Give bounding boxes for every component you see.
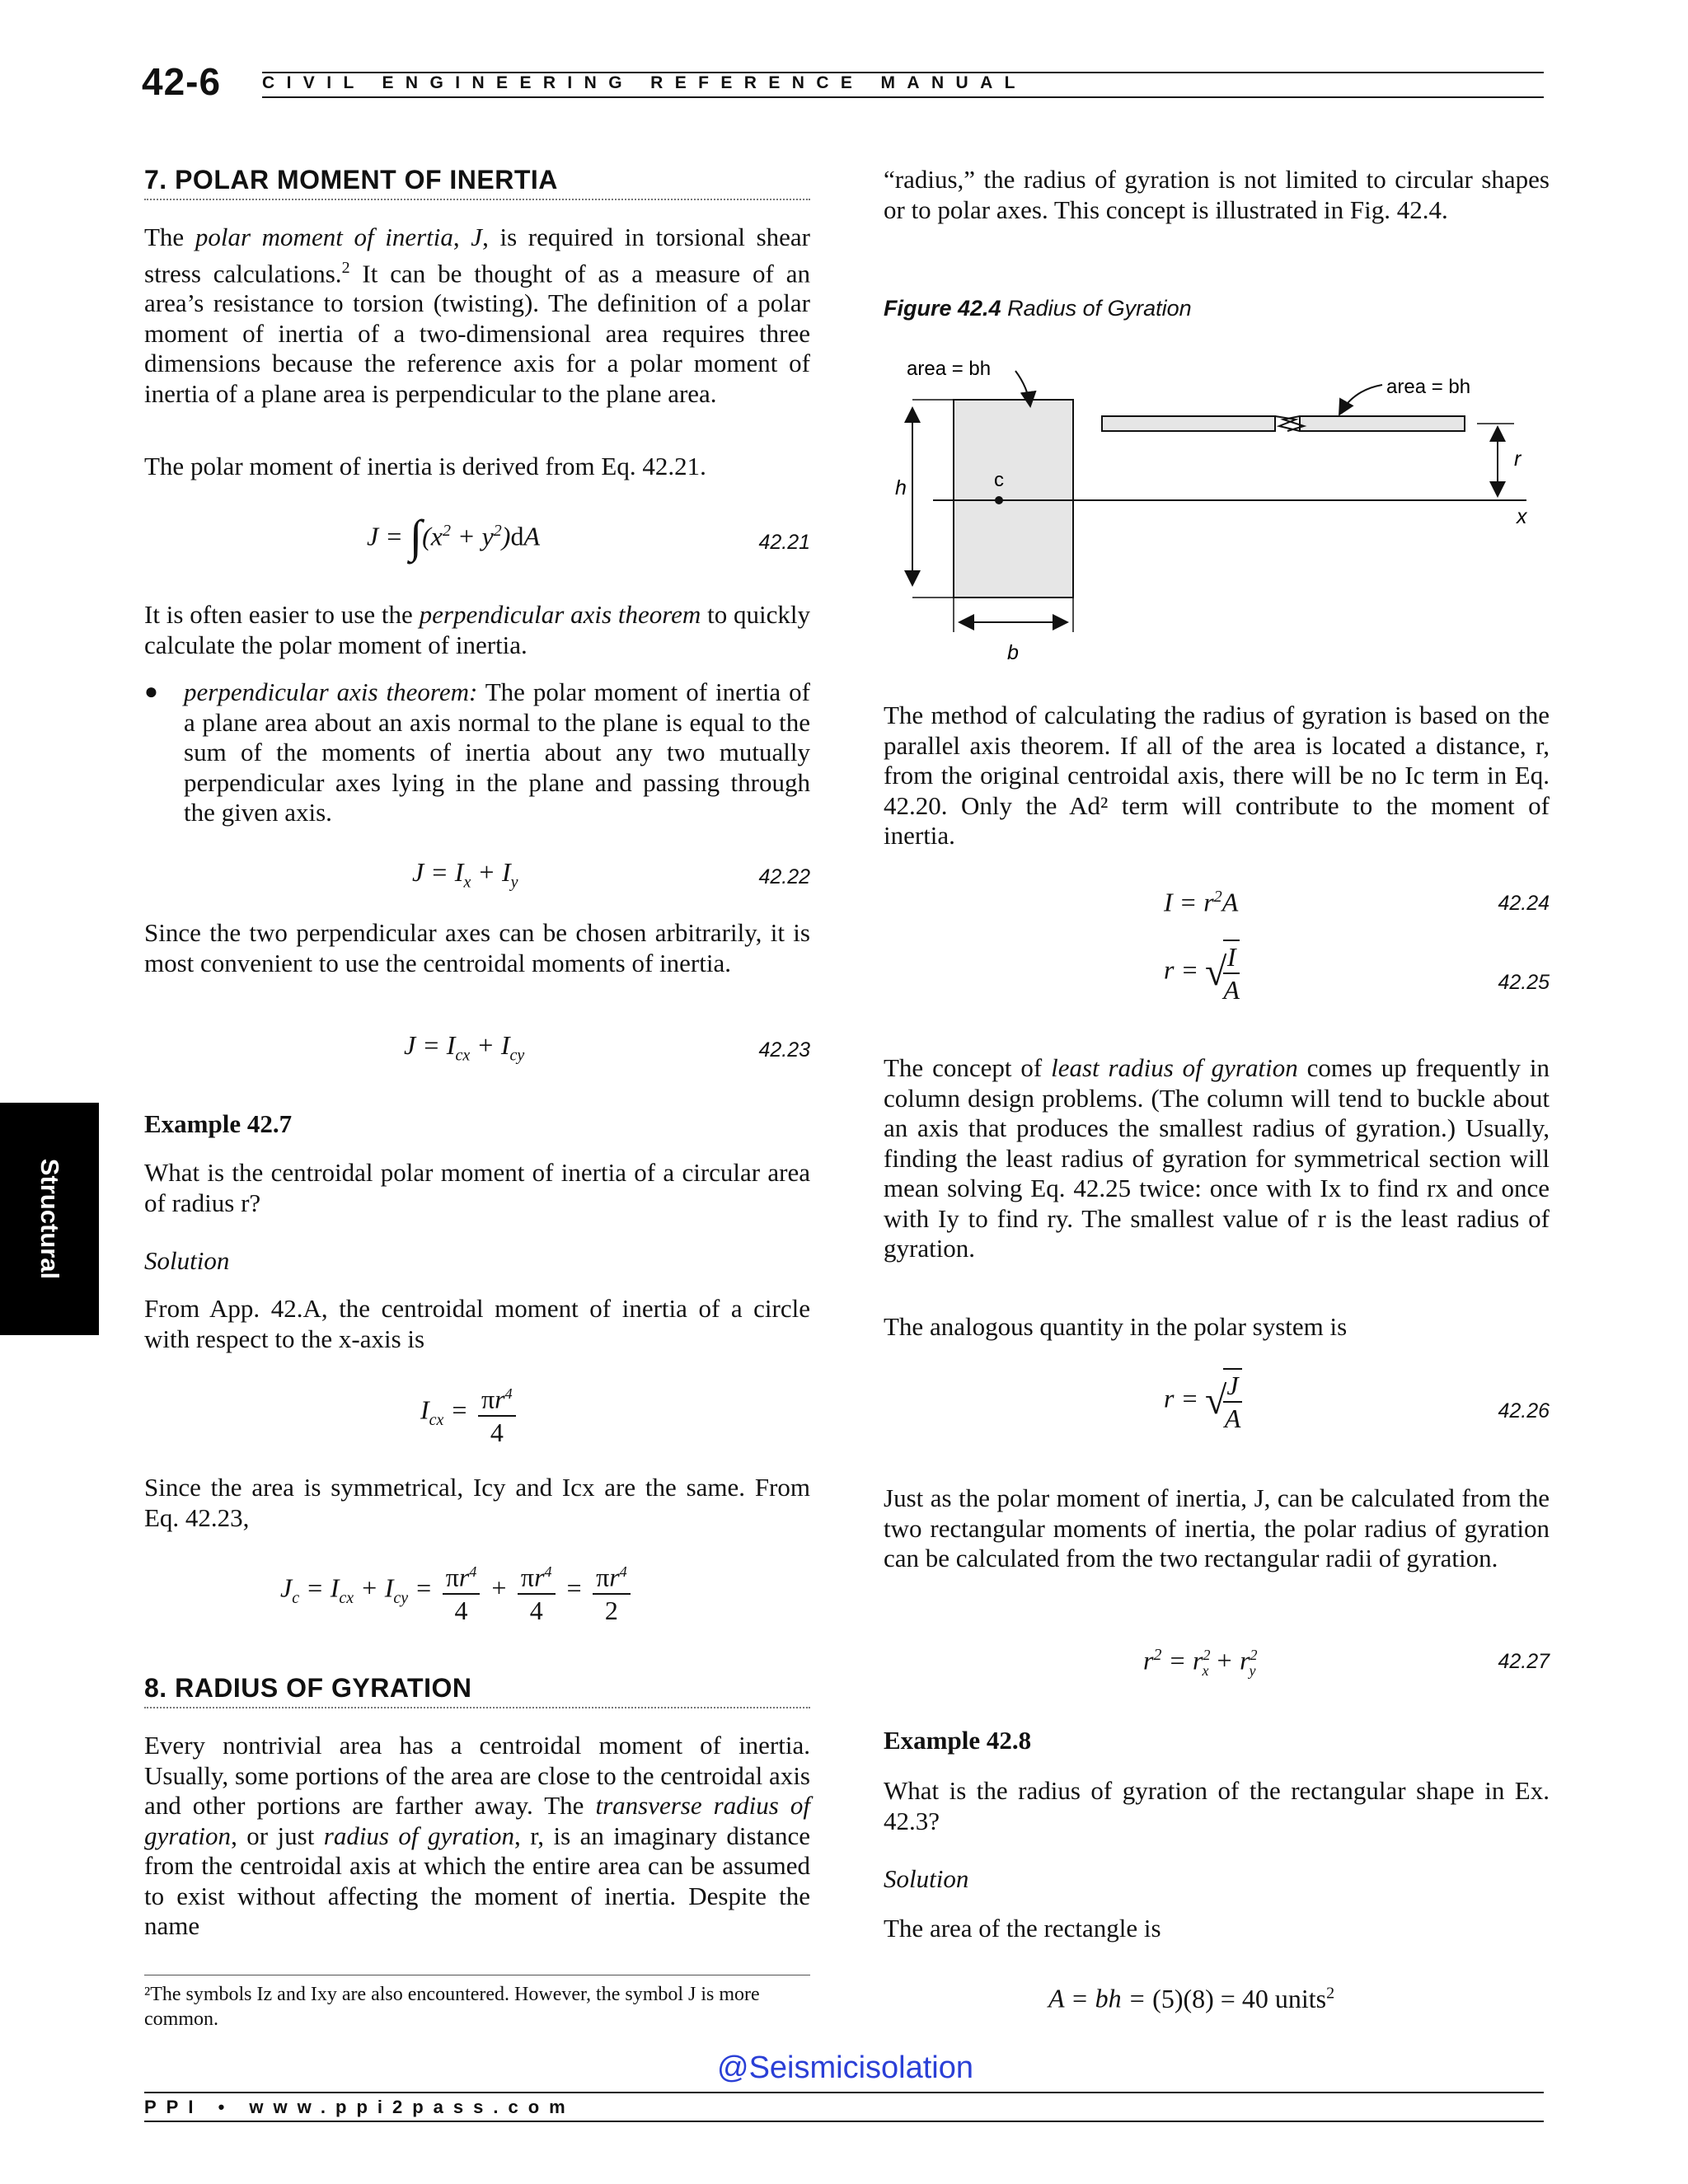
bullet-icon: ● (144, 679, 158, 705)
term: least radius of gyration (1051, 1053, 1298, 1082)
heading: Example 42.7 (144, 1109, 293, 1138)
left-column (144, 165, 810, 200)
equation-number: 42.24 (1498, 892, 1550, 915)
x-label: x (1517, 505, 1527, 528)
gyration-p4 (884, 1312, 1550, 1343)
text: It can be thought of as a measure of an area’s resistance to torsion (twisting). The definition of a polar moment of inertia of a two-dimensional area requires three dimensions because the reference axis for a polar moment of inertia of a plane area is perpendicular to the plane area. (144, 258, 810, 408)
text: , or just (231, 1821, 324, 1850)
paragraph: Since the area is symmetrical, Icy and Icx are the same. From Eq. 42.23, (144, 1473, 810, 1532)
solution-text-2 (144, 1473, 810, 1533)
side-tab (0, 1103, 99, 1335)
text: Every nontrivial area has a centroidal moment of inertia. Usually, some portions of the area are close to the centroidal axis and other portions are farther away. The (144, 1731, 810, 1820)
example-8-heading (884, 1726, 1550, 1756)
area-label-left: area = bh (907, 358, 992, 380)
footer-rule-bottom (144, 2121, 1544, 2122)
text: , (452, 223, 471, 251)
equation-42-26 (884, 1368, 1550, 1451)
text: comes up frequently in column design problems. (The column will tend to buckle about an axis that produces the smallest radius of gyration.) Usually, finding the least radius of gyration for symmetrical section will mean solving Eq. 42.25 twice: once with Ix to find rx and once with Iy to find ry. The smallest value of r is the least radius of gyration. (884, 1053, 1550, 1263)
b-label: b (1007, 641, 1019, 664)
polar-p2 (144, 452, 810, 482)
r-label: r (1514, 448, 1522, 471)
text: to quickly calculate the polar moment of inertia. (144, 600, 810, 659)
watermark: @Seismicisolation (717, 2050, 974, 2085)
equation-body: $I = r^2A$ (1164, 887, 1239, 917)
footnote-ref: 2 (341, 258, 350, 277)
paragraph: What is the radius of gyration of the rectangular shape in Ex. 42.3? (884, 1776, 1550, 1835)
equation-body: $r^2 = r^2_x + r^2_y$ (1143, 1645, 1258, 1680)
label: Solution (144, 1246, 230, 1275)
text: The (144, 223, 195, 251)
equation-body: r = √ $\frac{J}{A}$ (1164, 1368, 1245, 1434)
radius-of-gyration-figure (884, 334, 1550, 680)
paragraph: The area of the rectangle is (884, 1914, 1161, 1943)
page-number: 42-6 (142, 60, 222, 103)
equation-body: $I_{cx}$ = $\frac{\pi r^4}{4}$ (420, 1378, 519, 1448)
equation-icx (144, 1378, 810, 1452)
figure-title: Radius of Gyration (1007, 296, 1192, 321)
equation-42-24 (884, 882, 1550, 923)
header-rule-bottom (262, 96, 1544, 98)
equation-body: $J = I_{cx} + I_{cy}$ (404, 1030, 525, 1065)
gyration-p1-cont (884, 165, 1550, 225)
text: It is often easier to use the (144, 600, 420, 629)
example-8-question (884, 1776, 1550, 1836)
strip-left (1102, 416, 1275, 431)
equation-body: r = √ $\frac{I}{A}$ (1164, 940, 1243, 1005)
equation-number: 42.23 (758, 1038, 810, 1062)
gyration-p2 (884, 701, 1550, 851)
equation-42-21 (144, 511, 810, 577)
equation-body: A = bh = (5)(8) = 40 units$^2$ (1048, 1983, 1335, 2013)
symbol: J (471, 223, 483, 251)
side-tab-label: Structural (35, 1158, 64, 1280)
gyration-p3 (884, 1053, 1550, 1264)
section-8 (144, 1673, 810, 1708)
area-label-right: area = bh (1386, 376, 1471, 398)
paragraph: From App. 42.A, the centroidal moment of inertia of a circle with respect to the x-axis is (144, 1294, 810, 1353)
term: transverse radius of gyration (144, 1791, 810, 1850)
paragraph: Just as the polar moment of inertia, J, can be calculated from the two rectangular moments of inertia, the polar radius of gyration can be calculated from the two rectangular radii of gyration. (884, 1483, 1550, 1572)
paragraph: “radius,” the radius of gyration is not limited to circular shapes or to polar axes. This concept is illustrated in Fig. 42.4. (884, 165, 1550, 224)
heading: Example 42.8 (884, 1726, 1032, 1755)
paragraph: The method of calculating the radius of gyration is based on the parallel axis theorem. If all of the area is located a distance, r, from the original centroidal axis, there will be no Ic term in Eq. 42.20. Only the Ad² term will contribute to the moment of inertia. (884, 701, 1550, 850)
centroid-dot (995, 496, 1003, 504)
paragraph: What is the centroidal polar moment of inertia of a circular area of radius r? (144, 1158, 810, 1217)
equation-42-27 (884, 1640, 1550, 1681)
solution-label (144, 1246, 810, 1277)
equation-42-22 (144, 857, 810, 898)
equation-body: $J_c = I_{cx} + I_{cy}$ = $\frac{\pi r^4}{4}$ + $\frac{\pi r^4}{4}$ = $\frac{\pi r^4}{2}$ (280, 1556, 634, 1626)
equation-number: 42.26 (1498, 1399, 1550, 1422)
text: , is required in torsional shear stress calculations. (144, 223, 810, 288)
text: The polar moment of inertia of a plane area about an axis normal to the plane is equal to the sum of the moments of inertia about any two mutually perpendicular axes lying in the plane and passing through the given axis. (184, 677, 810, 827)
paragraph: The analogous quantity in the polar system is (884, 1312, 1348, 1341)
label: Solution (884, 1864, 969, 1893)
equation-body: $J = I_x + I_y$ (412, 857, 518, 892)
footer-rule-top (144, 2092, 1544, 2093)
centroid-label: c (994, 469, 1004, 491)
equation-42-25 (884, 940, 1550, 1022)
equation-area (884, 1978, 1550, 2019)
polar-p4 (144, 918, 810, 978)
polar-p3 (144, 600, 810, 660)
polar-p1 (144, 223, 810, 409)
equation-42-23 (144, 1030, 810, 1071)
term: polar moment of inertia (195, 223, 453, 251)
paragraph: The polar moment of inertia is derived from Eq. 42.21. (144, 452, 706, 480)
term: radius of gyration (323, 1821, 515, 1850)
equation-number: 42.21 (758, 531, 810, 554)
running-title: CIVIL ENGINEERING REFERENCE MANUAL (262, 73, 1027, 92)
section-heading-polar: 7. POLAR MOMENT OF INERTIA (144, 165, 810, 200)
term: perpendicular axis theorem: (184, 677, 478, 706)
h-label: h (895, 476, 907, 499)
text: The concept of (884, 1053, 1052, 1082)
term: perpendicular axis theorem (419, 600, 701, 629)
equation-number: 42.22 (758, 865, 810, 888)
equation-number: 42.27 (1498, 1650, 1550, 1673)
section-heading-gyration: 8. RADIUS OF GYRATION (144, 1673, 810, 1708)
strip-right (1300, 416, 1465, 431)
equation-jc (144, 1556, 810, 1630)
footnote (144, 1982, 810, 2032)
bullet-item (144, 677, 810, 828)
equation-body: $J = \int(x^2 + y^2)dA$ (367, 511, 540, 563)
solution-text (144, 1294, 810, 1354)
rectangle-area (954, 400, 1073, 598)
equation-number: 42.25 (1498, 971, 1550, 994)
footer-text: PPI • www.ppi2pass.com (144, 2097, 575, 2117)
footnote-text: ²The symbols Iz and Ixy are also encountered. However, the symbol J is more common. (144, 1984, 760, 2030)
example-8-solution-label (884, 1864, 1550, 1895)
gyration-p1 (144, 1731, 810, 1942)
figure-caption (884, 293, 1550, 324)
example-heading (144, 1109, 810, 1140)
example-question (144, 1158, 810, 1218)
example-8-solution (884, 1914, 1550, 1944)
figure-label: Figure 42.4 (884, 296, 1001, 321)
paragraph: Since the two perpendicular axes can be chosen arbitrarily, it is most convenient to use the centroidal moments of inertia. (144, 918, 810, 977)
text: , r, is an imaginary distance from the centroidal axis at which the entire area can be assumed to exist without affecting the moment of inertia. Despite the name (144, 1821, 810, 1940)
gyration-p5 (884, 1483, 1550, 1574)
